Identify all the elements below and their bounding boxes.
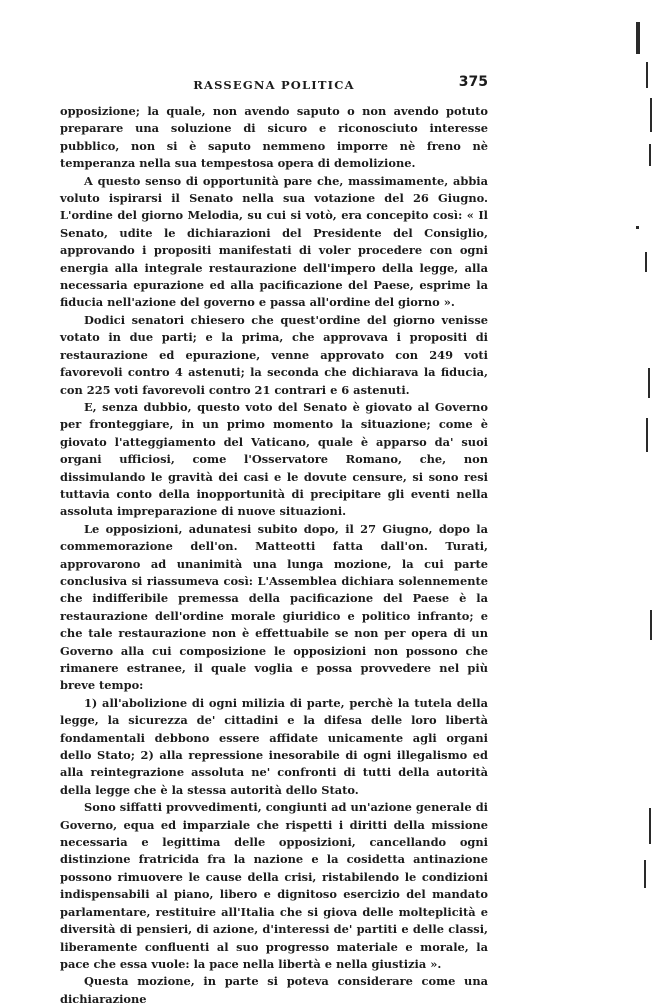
scan-mark [636,226,639,229]
scan-mark [648,368,650,398]
scan-mark [649,808,651,844]
scan-mark [646,62,648,88]
paragraph: opposizione; la quale, non avendo saputo o non avendo potuto preparare una soluzione di sicuro e riconosciuto interesse pubblico, non si è saputo nemmeno imporre nè freno nè temperanza nella sua tempestosa opera di demolizione. [60,104,488,171]
paragraph: Dodici senatori chiesero che quest'ordine del giorno venisse votato in due parti; e la prima, che approvava i propositi di restaurazione ed epurazione, venne approvato con 249 voti favorevoli contro 4 astenuti; la seconda che dichiarava la fiducia, con 225 voti favorevoli contro 21 contrari e 6 astenuti. [60,312,488,397]
scan-mark [644,860,646,888]
paragraph: Le opposizioni, adunatesi subito dopo, il 27 Giugno, dopo la commemorazione dell'on. Matteotti fatta dall'on. Turati, approvarono ad unanimità una lunga mozione, la cui parte conclusiva si riassumeva così: L'Assemblea dichiara solennemente che indifferibile premessa della pacificazione del Paese è la restaurazione dell'ordine morale giuridico e politico infranto; e che tale restaurazione non è effettuabile se non per opera di un Governo alla cui composizione le opposizioni non possono che rimanere estranee, il quale voglia e possa provvedere nel più breve tempo: [60,521,488,693]
paragraph: 1) all'abolizione di ogni milizia di parte, perchè la tutela della legge, la sicurezza de' cittadini e la difesa delle loro libertà fondamentali debbono essere affidate unicamente agli organi dello Stato; 2) alla repressione inesorabile di ogni illegalismo ed alla reintegrazione assoluta ne' confronti di tutti della autorità della legge che è la stessa autorità dello Stato. [60,695,488,797]
paragraph: A questo senso di opportunità pare che, massimamente, abbia voluto ispirarsi il Senato nella sua votazione del 26 Giugno. L'ordine del giorno Melodia, su cui si votò, era concepito così: « Il Senato, udite le dichiarazioni del Presidente del Consiglio, approvando i propositi manifestati di voler procedere con ogni energia alla integrale restaurazione dell'impero della legge, alla necessaria epurazione ed alla pacificazione del Paese, esprime la fiducia nell'azione del governo e passa all'ordine del giorno ». [60,173,488,310]
scan-mark [650,98,652,132]
scan-mark [645,252,647,272]
scan-mark [650,610,652,640]
scan-mark [649,144,651,166]
paragraph: E, senza dubbio, questo voto del Senato è giovato al Governo per fronteggiare, in un primo momento la situazione; come è giovato l'atteggiamento del Vaticano, quale è apparso da' suoi organi ufficiosi, come l'Osservatore Romano, che, non dissimulando le gravità dei casi e le dovute censure, si sono resi tuttavia conto della inopportunità di precipitare gli eventi nella assoluta impreparazione di nuove situazioni. [60,399,488,519]
paragraph: Questa mozione, in parte si poteva considerare come una dichiarazione [60,974,488,1006]
scan-mark [636,22,640,54]
running-head [60,74,488,94]
page-number: 375 [458,74,488,90]
paragraph: Sono siffatti provvedimenti, congiunti ad un'azione generale di Governo, equa ed imparziale che rispetti i diritti della missione necessaria e legittima delle opposizioni, cancellando ogni distinzione fratricida fra la nazione e la cosidetta antinazione possono rimuovere le cause della crisi, ristabilendo le condizioni indispensabili al piano, libero e dignitoso esercizio del mandato parlamentare, restituire all'Italia che si giova delle molteplicità e diversità di pensieri, di azione, d'interessi de' partiti e delle classi, liberamente confluenti al suo progresso materiale e morale, la pace che essa vuole: la pace nella libertà e nella giustizia ». [60,800,488,971]
body-text [60,103,488,1008]
scan-mark [646,418,648,452]
running-title: RASSEGNA POLITICA [193,78,355,92]
